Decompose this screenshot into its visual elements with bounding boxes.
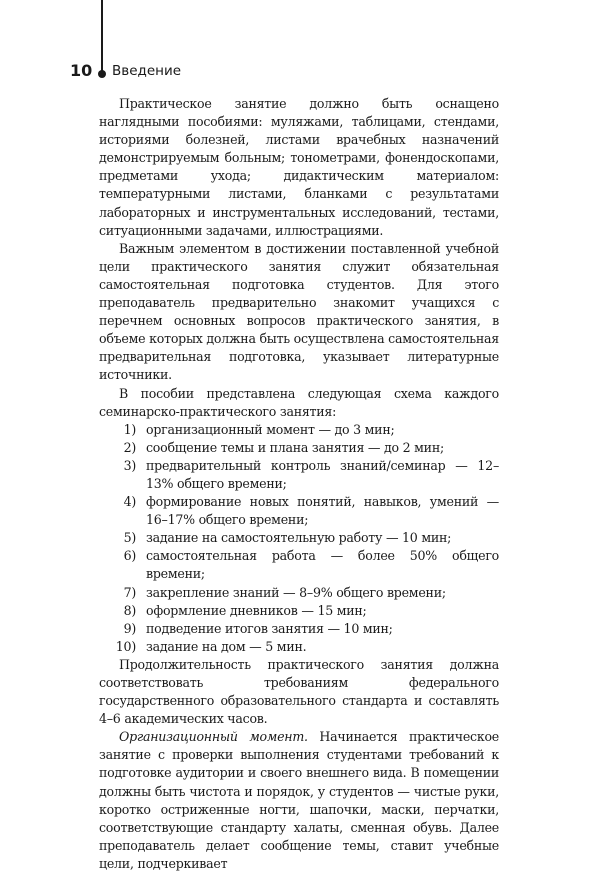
paragraph: Практическое занятие должно быть оснащено наглядными пособиями: муляжами, таблицами, стендами, историями болезней, листами врачебных назначений демонстрируемым больным; тонометрами, фонендоскопами, предметами ухода; дидактическим материалом: температурными листами, бланками с результатами лабораторных и инструментальных исследований, тестами, ситуационными задачами, иллюстрациями. xyxy=(99,96,499,238)
page-body xyxy=(99,95,499,873)
list-item: 2) сообщение темы и плана занятия — до 2 мин; xyxy=(123,439,444,455)
list-item: 9) подведение итогов занятия — 10 мин; xyxy=(123,620,393,636)
list-item: 7) закрепление знаний — 8–9% общего времени; xyxy=(123,584,446,600)
lesson-schedule-list xyxy=(99,421,499,656)
list-item: 10) задание на дом — 5 мин. xyxy=(115,638,307,654)
list-item: 5) задание на самостоятельную работу — 10 мин; xyxy=(123,530,452,546)
section-lead: Организационный момент. xyxy=(119,729,308,745)
page-number: 10 xyxy=(70,61,93,80)
paragraph: Организационный момент. Начинается практическое занятие с проверки выполнения студентами требований к подготовке аудитории и своего внешнего вида. В помещении должны быть чистота и порядок, у студентов — чистые руки, коротко остриженные ногти, шапочки, маски, перчатки, соответствующие стандарту халаты, сменная обувь. Далее преподаватель делает сообщение темы, ставит учебные цели, подчеркивает xyxy=(99,729,499,871)
list-item: 1) организационный момент — до 3 мин; xyxy=(123,421,395,437)
paragraph: В пособии представлена следующая схема каждого семинарско-практического занятия: xyxy=(99,385,499,419)
list-item: 8) оформление дневников — 15 мин; xyxy=(123,602,367,618)
list-item: 6) самостоятельная работа — более 50% общего времени; xyxy=(123,548,499,582)
paragraph: Продолжительность практического занятия должна соответствовать требованиям федерального государственного образовательного стандарта и составлять 4–6 академических часов. xyxy=(99,656,499,727)
list-item: 4) формирование новых понятий, навыков, умений — 16–17% общего времени; xyxy=(123,494,499,528)
running-title: Введение xyxy=(112,63,182,79)
margin-rule xyxy=(101,0,103,72)
list-item: 3) предварительный контроль знаний/семинар — 12–13% общего времени; xyxy=(123,457,499,491)
margin-rule-dot xyxy=(98,70,106,78)
paragraph: Важным элементом в достижении поставленной учебной цели практического занятия служит обязательная самостоятельная подготовка студентов. Для этого преподаватель предварительно знакомит учащихся с перечнем основных вопросов практического занятия, в объеме которых должна быть осуществлена самостоятельная предварительная подготовка, указывает литературные источники. xyxy=(99,240,499,383)
